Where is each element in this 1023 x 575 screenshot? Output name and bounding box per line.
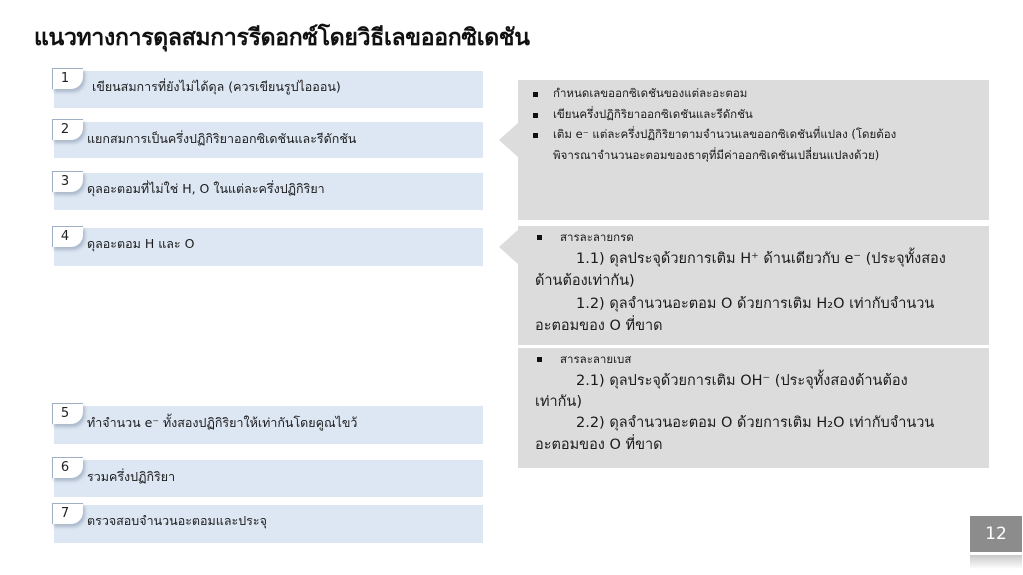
- step-1-text: เขียนสมการที่ยังไม่ได้ดุล (ควรเขียนรูปไอออน): [92, 79, 341, 94]
- acid-heading: สารละลายกรด: [560, 230, 634, 244]
- base-line-2: เท่ากัน): [535, 394, 583, 410]
- acid-line-4: อะตอมของ O ที่ขาด: [535, 318, 663, 334]
- base-line-3: 2.2) ดุลจำนวนอะตอม O ด้วยการเติม H₂O เท่ากับจำนวน: [576, 415, 935, 431]
- step-7-number: 7: [60, 506, 70, 521]
- step-2-badge: [52, 119, 83, 140]
- step-7: [54, 505, 483, 543]
- step-3-number: 3: [60, 174, 70, 189]
- step-6-number: 6: [60, 460, 70, 475]
- step-7-text: ตรวจสอบจำนวนอะตอมและประจุ: [87, 513, 267, 528]
- step-6-text: รวมครึ่งปฏิกิริยา: [87, 469, 176, 484]
- step-7-badge: [52, 503, 83, 524]
- step-4-number: 4: [60, 229, 70, 244]
- step-1: [54, 71, 483, 108]
- step-2-detail-panel: [518, 80, 989, 220]
- bullet-icon: [533, 113, 538, 118]
- acid-line-3: 1.2) ดุลจำนวนอะตอม O ด้วยการเติม H₂O เท่ากับจำนวน: [576, 296, 935, 312]
- bullet-icon: [533, 133, 538, 138]
- step-4-text: ดุลอะตอม H และ O: [87, 236, 195, 251]
- step-3: [54, 173, 483, 210]
- detail-item-1: กำหนดเลขออกซิเดชันของแต่ละอะตอม: [553, 86, 748, 100]
- detail-item-3: เติม e⁻ แต่ละครึ่งปฏิกิริยาตามจำนวนเลขออกซิเดชันที่แปลง (โดยต้อง: [553, 127, 897, 141]
- step-4: [54, 228, 483, 266]
- step-1-badge: [52, 68, 83, 89]
- page-number-shadow: [970, 555, 1022, 569]
- bullet-icon: [533, 92, 538, 97]
- page-number: 12: [970, 516, 1022, 552]
- base-line-1: 2.1) ดุลประจุด้วยการเติม OH⁻ (ประจุทั้งสองด้านต้อง: [576, 373, 908, 389]
- step-1-number: 1: [60, 71, 70, 86]
- callout-arrow-step-4: [499, 229, 519, 265]
- step-5-number: 5: [60, 406, 70, 421]
- detail-item-2: เขียนครึ่งปฏิกิริยาออกซิเดชันและรีดักชัน: [553, 107, 753, 121]
- callout-arrow-step-2: [499, 122, 519, 158]
- step-3-text: ดุลอะตอมที่ไม่ใช่ H, O ในแต่ละครึ่งปฏิกิริยา: [87, 181, 325, 196]
- step-4-badge: [52, 226, 83, 247]
- base-line-4: อะตอมของ O ที่ขาด: [535, 437, 663, 453]
- step-2-text: แยกสมการเป็นครึ่งปฏิกิริยาออกซิเดชันและรีดักชัน: [87, 131, 357, 146]
- step-5: [54, 406, 483, 444]
- acid-line-2: ด้านต้องเท่ากัน): [535, 273, 635, 289]
- slide-title: แนวทางการดุลสมการรีดอกซ์โดยวิธีเลขออกซิเดชัน: [34, 25, 530, 51]
- step-2: [54, 122, 483, 158]
- bullet-icon: [537, 357, 542, 362]
- step-2-number: 2: [60, 122, 70, 137]
- detail-item-3-cont: พิจารณาจำนวนอะตอมของธาตุที่มีค่าออกซิเดชันเปลี่ยนแปลงด้วย): [553, 148, 880, 162]
- step-5-badge: [52, 403, 83, 424]
- step-3-badge: [52, 171, 83, 192]
- step-6-badge: [52, 457, 83, 478]
- base-solution-panel: [518, 348, 989, 468]
- acid-line-1: 1.1) ดุลประจุด้วยการเติม H⁺ ด้านเดียวกับ e⁻ (ประจุทั้งสอง: [576, 251, 946, 267]
- step-6: [54, 460, 483, 497]
- acid-solution-panel: [518, 226, 989, 345]
- bullet-icon: [537, 235, 542, 240]
- base-heading: สารละลายเบส: [560, 352, 632, 366]
- step-5-text: ทำจำนวน e⁻ ทั้งสองปฏิกิริยาให้เท่ากันโดยคูณไขว้: [87, 415, 358, 430]
